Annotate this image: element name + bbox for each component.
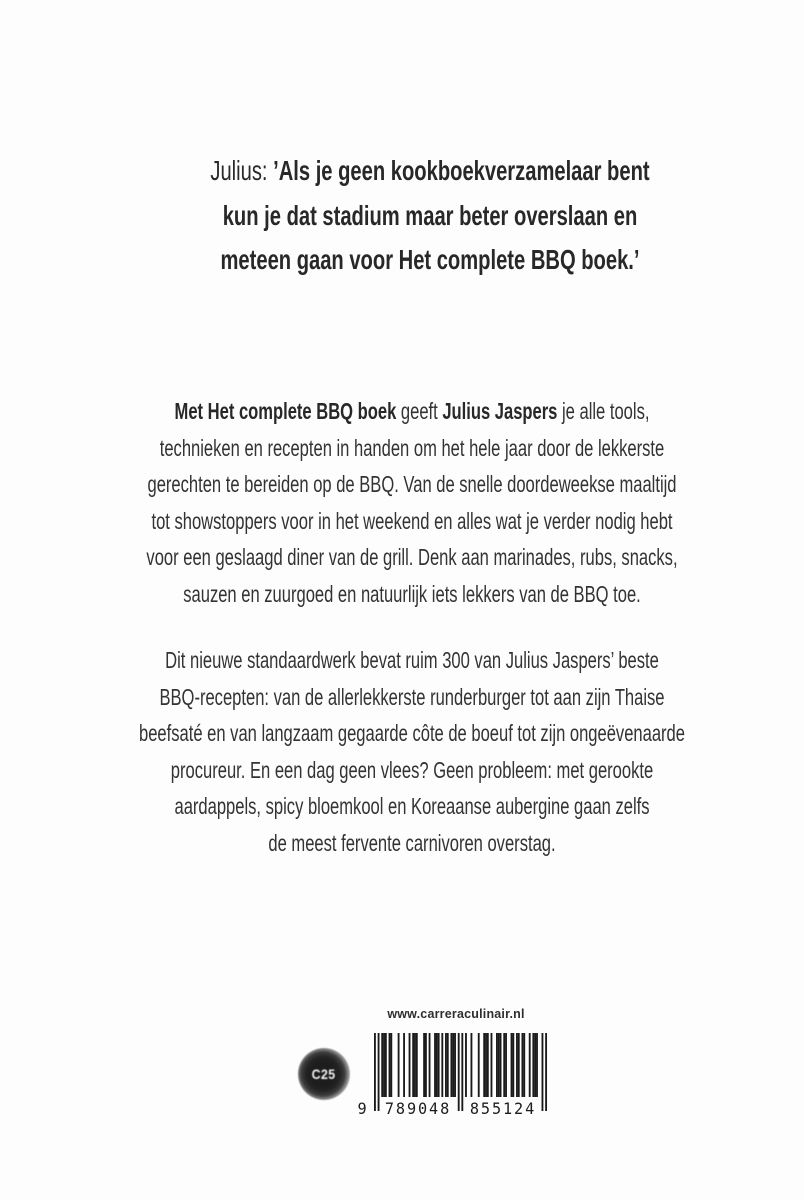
intro-paragraph	[123, 393, 702, 612]
text-line: sauzen en zuurgoed en natuurlijk iets lekkers van de BBQ toe.	[183, 580, 641, 607]
text-line: Met Het complete BBQ boek geeft Julius Jaspers je alle tools,	[174, 398, 650, 424]
barcode-digit-group: 855124	[469, 1099, 537, 1118]
pull-quote	[141, 149, 720, 283]
text-line: de meest fervente carnivoren overstag.	[268, 829, 556, 856]
text-line: gerechten te bereiden op de BBQ. Van de snelle doordeweekse maaltijd	[147, 471, 677, 497]
publisher-website: www.carreraculinair.nl	[387, 1007, 525, 1021]
text-line: Julius: ’Als je geen kookboekverzamelaar bent	[210, 155, 650, 186]
publisher-logo-stamp	[298, 1048, 350, 1100]
barcode-digit-group: 789048	[384, 1099, 452, 1118]
text-line: tot showstoppers voor in het weekend en alles wat je verder nodig hebt	[151, 507, 673, 534]
text-line: Dit nieuwe standaardwerk bevat ruim 300 van Julius Jaspers’ beste	[165, 647, 659, 673]
text-line: technieken en recepten in handen om het hele jaar door de lekkerste	[159, 434, 665, 461]
text-line: beefsaté en van langzaam gegaarde côte de boeuf tot zijn ongeëvenaarde	[139, 720, 685, 746]
description-paragraph	[123, 642, 702, 861]
text-line: procureur. En een dag geen vlees? Geen probleem: met gerookte	[170, 756, 654, 783]
text-line: voor een geslaagd diner van de grill. Denk aan marinades, rubs, snacks,	[146, 544, 678, 570]
publisher-logo-label: C25	[312, 1066, 336, 1082]
text-line: aardappels, spicy bloemkool en Koreaanse aubergine gaan zelfs	[174, 793, 650, 819]
text-line: kun je dat stadium maar beter overslaan en	[222, 199, 638, 231]
text-line: BBQ-recepten: van de allerlekkerste runderburger tot aan zijn Thaise	[159, 683, 665, 710]
text-line: meteen gaan voor Het complete BBQ boek.’	[220, 244, 640, 276]
barcode	[357, 1033, 550, 1123]
barcode-digit-group: 9	[357, 1099, 369, 1118]
